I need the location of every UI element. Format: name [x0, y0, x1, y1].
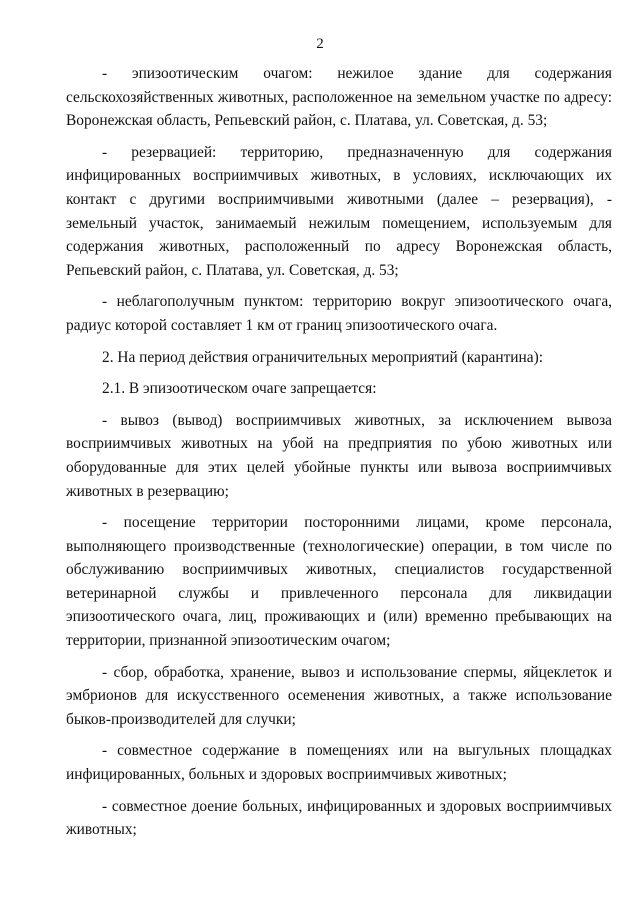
paragraph-section-2: 2. На период действия ограничительных мероприятий (карантина):	[102, 348, 544, 366]
document-body	[66, 62, 612, 842]
paragraph-unfavorable-point: - неблагополучным пунктом: территорию вокруг эпизоотического очага, радиус которой составляет 1 км от границ эпизоотического очага.	[66, 293, 612, 334]
page-number: 2	[316, 36, 324, 52]
paragraph-visitors: - посещение территории посторонними лицами, кроме персонала, выполняющего производственные (технологические) операции, в том числе по обслуживанию восприимчивых животных, специалистов государственной ветеринарной службы и привлеченного персонала для ликвидации эпизоотического очага, лиц, проживающих и (или) временно пребывающих на территории, признанной эпизоотическим очагом;	[66, 514, 612, 650]
paragraph-sperm-embryos: - сбор, обработка, хранение, вывоз и использование спермы, яйцеклеток и эмбрионов для искусственного осеменения животных, а также использование быков-производителей для случки;	[66, 663, 612, 728]
paragraph-joint-milking: - совместное доение больных, инфицированных и здоровых восприимчивых животных;	[66, 797, 612, 839]
paragraph-animal-export: - вывоз (вывод) восприимчивых животных, за исключением вывоза восприимчивых животных на убой на предприятия по убою животных или оборудованные для этих целей убойные пункты или вывоза восприимчивых животных в резервацию;	[66, 411, 612, 500]
paragraph-section-2-1: 2.1. В эпизоотическом очаге запрещается:	[102, 380, 377, 398]
paragraph-joint-keeping: - совместное содержание в помещениях или на выгульных площадках инфицированных, больных и здоровых восприимчивых животных;	[66, 742, 612, 784]
paragraph-episootic-focus: - эпизоотическим очагом: нежилое здание для содержания сельскохозяйственных животных, расположенное на земельном участке по адресу: Воронежская область, Репьевский район, с. Платава, ул. Советская, д. 53;	[66, 65, 612, 130]
paragraph-reservation: - резервацией: территорию, предназначенную для содержания инфицированных восприимчивых животных, в условиях, исключающих их контакт с другими восприимчивыми животными (далее – резервация), - земельный участок, занимаемый нежилым помещением, используемым для содержания животных, расположенный по адресу Воронежская область, Репьевский район, с. Платава, ул. Советская, д. 53;	[66, 143, 612, 279]
